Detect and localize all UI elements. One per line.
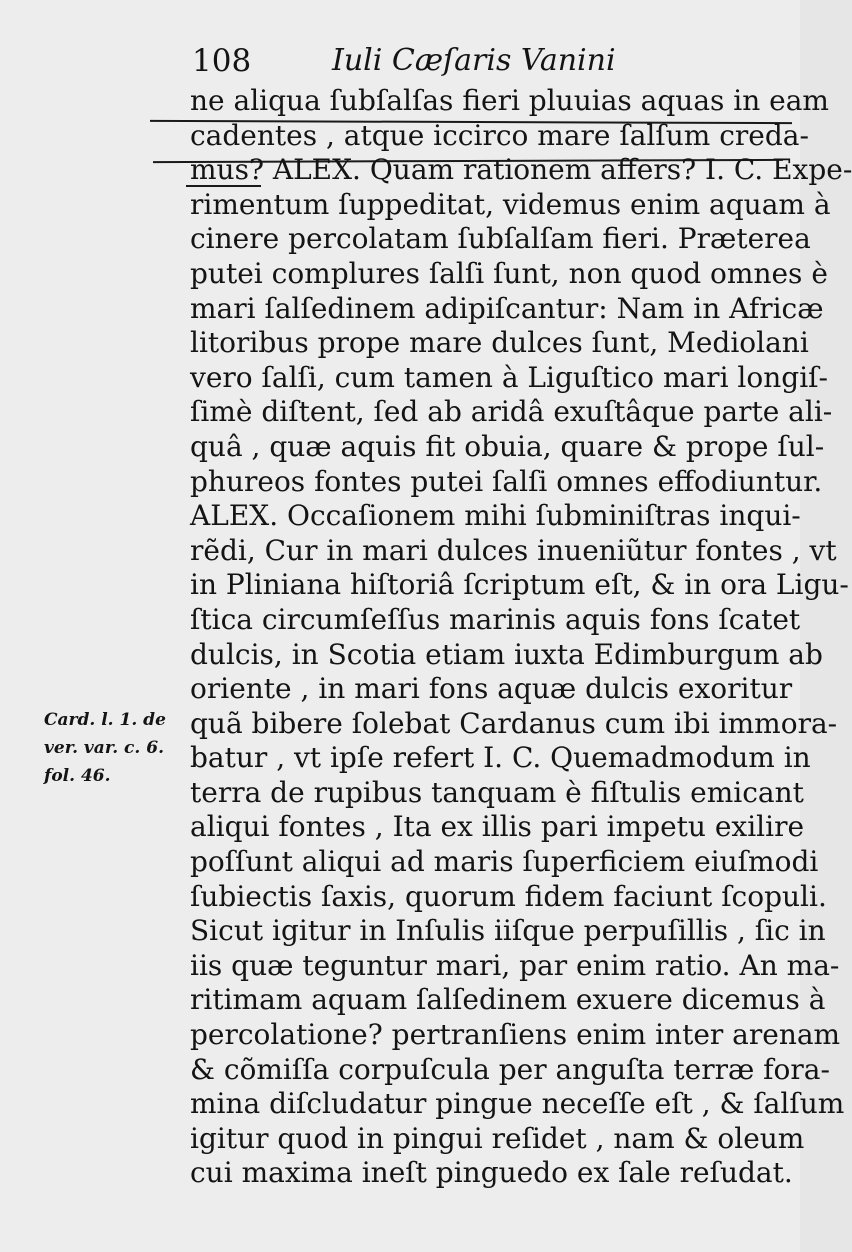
- text-line: ſtica circumſeſſus marinis aquis fons ſcatet: [190, 602, 801, 636]
- text-line: vero ſalſi, cum tamen à Liguſtico mari longiſ-: [190, 360, 828, 394]
- text-line: dulcis, in Scotia etiam iuxta Edimburgum ab: [190, 637, 823, 671]
- text-line: phureos fontes putei ſalſi omnes effodiuntur.: [190, 464, 823, 498]
- page-header: [192, 38, 782, 84]
- text-line: iis quæ teguntur mari, par enim ratio. An ma-: [190, 948, 840, 982]
- text-line: litoribus prope mare dulces ſunt, Mediolani: [190, 326, 809, 360]
- text-line: putei complures ſalſi ſunt, non quod omnes è: [190, 256, 828, 290]
- text-line: mari ſalſedinem adipiſcantur: Nam in Africæ: [190, 291, 824, 325]
- text-line: igitur quod in pingui reſidet , nam & oleum: [190, 1121, 805, 1155]
- text-line: quã bibere ſolebat Cardanus cum ibi immora-: [190, 706, 838, 740]
- text-line: cinere percolatam ſubſalſam fieri. Præterea: [190, 222, 811, 256]
- text-line: mina diſcludatur pingue neceſſe eſt , & ſalſum: [190, 1087, 845, 1121]
- text-line: Sicut igitur in Inſulis iiſque perpuſillis , ſic in: [190, 914, 826, 948]
- text-line: cui maxima ineſt pinguedo ex ſale reſudat.: [190, 1156, 793, 1190]
- text-line: batur , vt ipſe refert I. C. Quemadmodum in: [190, 741, 811, 775]
- marginal-note-line: fol. 46.: [44, 766, 111, 786]
- body-text: [190, 84, 852, 1209]
- page-number: 108: [192, 43, 252, 79]
- running-head: Iuli Cæſaris Vanini: [332, 43, 616, 78]
- text-line: rimentum ſuppeditat, videmus enim aquam à: [190, 187, 831, 221]
- text-line: rẽdi, Cur in mari dulces inueniũtur fontes , vt: [190, 533, 837, 567]
- text-line: in Pliniana hiſtoriâ ſcriptum eſt, & in ora Ligu-: [190, 568, 849, 602]
- text-line: cadentes , atque iccirco mare ſalſum creda-: [190, 118, 809, 152]
- marginal-note-line: ver. var. c. 6.: [44, 738, 164, 758]
- text-line: ALEX. Occaſionem mihi ſubminiſtras inqui-: [190, 499, 801, 533]
- text-line: & cõmiſſa corpuſcula per anguſta terræ fora-: [190, 1052, 830, 1086]
- text-line: poſſunt aliqui ad maris ſuperficiem eiuſmodi: [190, 845, 819, 879]
- text-line: oriente , in mari fons aquæ dulcis exoritur: [190, 672, 793, 706]
- text-line: quâ , quæ aquis fit obuia, quare & prope ſul-: [190, 429, 825, 463]
- text-line: ne aliqua ſubſalſas fieri pluuias aquas in eam: [190, 84, 829, 117]
- marginal-citation: [44, 706, 188, 790]
- marginal-note-line: Card. l. 1. de: [44, 710, 166, 730]
- text-line: aliqui fontes , Ita ex illis pari impetu exilire: [190, 810, 805, 844]
- text-line: ritimam aquam ſalſedinem exuere dicemus à: [190, 983, 826, 1017]
- text-line: ſimè diſtent, ſed ab aridâ exuſtâque parte ali-: [190, 395, 833, 429]
- text-line: percolatione? pertranſiens enim inter arenam: [190, 1018, 841, 1052]
- text-line: ſubiectis ſaxis, quorum fidem faciunt ſcopuli.: [190, 879, 827, 913]
- text-line: terra de rupibus tanquam è fiſtulis emicant: [190, 775, 804, 809]
- text-line: mus? ALEX. Quam rationem affers? I. C. Expe-: [190, 153, 852, 187]
